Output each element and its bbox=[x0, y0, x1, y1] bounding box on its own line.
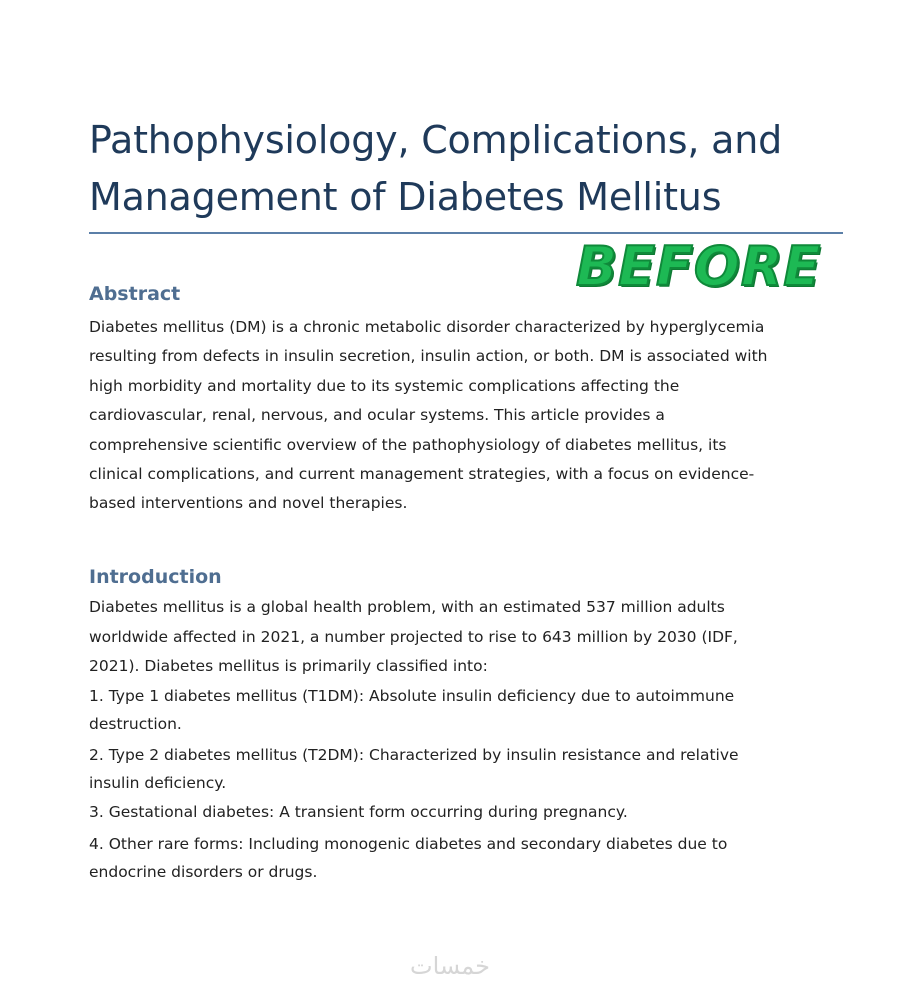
abstract-line: resulting from defects in insulin secretion, insulin action, or both. DM is associated with bbox=[89, 347, 768, 366]
list-item-line: 3. Gestational diabetes: A transient form occurring during pregnancy. bbox=[89, 803, 628, 821]
abstract-line: cardiovascular, renal, nervous, and ocular systems. This article provides a bbox=[89, 406, 665, 425]
list-item-type1 bbox=[89, 682, 734, 738]
list-item-line: endocrine disorders or drugs. bbox=[89, 863, 318, 881]
abstract-line: based interventions and novel therapies. bbox=[89, 494, 408, 513]
introduction-heading: Introduction bbox=[89, 566, 222, 588]
introduction-line: worldwide affected in 2021, a number projected to rise to 643 million by 2030 (IDF, bbox=[89, 627, 738, 646]
diabetes-classification-list bbox=[89, 0, 849, 1000]
introduction-line: Diabetes mellitus is a global health problem, with an estimated 537 million adults bbox=[89, 598, 725, 616]
document-title-line-2: Management of Diabetes Mellitus bbox=[89, 175, 722, 219]
abstract-line: high morbidity and mortality due to its systemic complications affecting the bbox=[89, 376, 680, 395]
abstract-line: comprehensive scientific overview of the pathophysiology of diabetes mellitus, its bbox=[89, 435, 727, 454]
list-item-gestational bbox=[89, 798, 628, 826]
list-item-line: destruction. bbox=[89, 715, 182, 733]
list-item-line: 1. Type 1 diabetes mellitus (T1DM): Absolute insulin deficiency due to autoimmune bbox=[89, 687, 735, 705]
list-item-type2 bbox=[89, 741, 739, 797]
before-stamp-label: BEFORE bbox=[576, 235, 822, 298]
list-item-other-forms bbox=[89, 830, 727, 886]
abstract-line: Diabetes mellitus (DM) is a chronic metabolic disorder characterized by hyperglycemia bbox=[89, 318, 765, 336]
khamsat-watermark-logo: خمسات bbox=[409, 952, 491, 980]
introduction-line: 2021). Diabetes mellitus is primarily classified into: bbox=[89, 657, 488, 675]
list-item-line: insulin deficiency. bbox=[89, 774, 227, 792]
list-item-line: 4. Other rare forms: Including monogenic diabetes and secondary diabetes due to bbox=[89, 835, 728, 853]
abstract-heading: Abstract bbox=[89, 283, 181, 305]
abstract-line: clinical complications, and current management strategies, with a focus on evidence- bbox=[89, 465, 755, 484]
document-title-line-1: Pathophysiology, Complications, and bbox=[89, 118, 783, 162]
list-item-line: 2. Type 2 diabetes mellitus (T2DM): Characterized by insulin resistance and relative bbox=[89, 746, 739, 764]
